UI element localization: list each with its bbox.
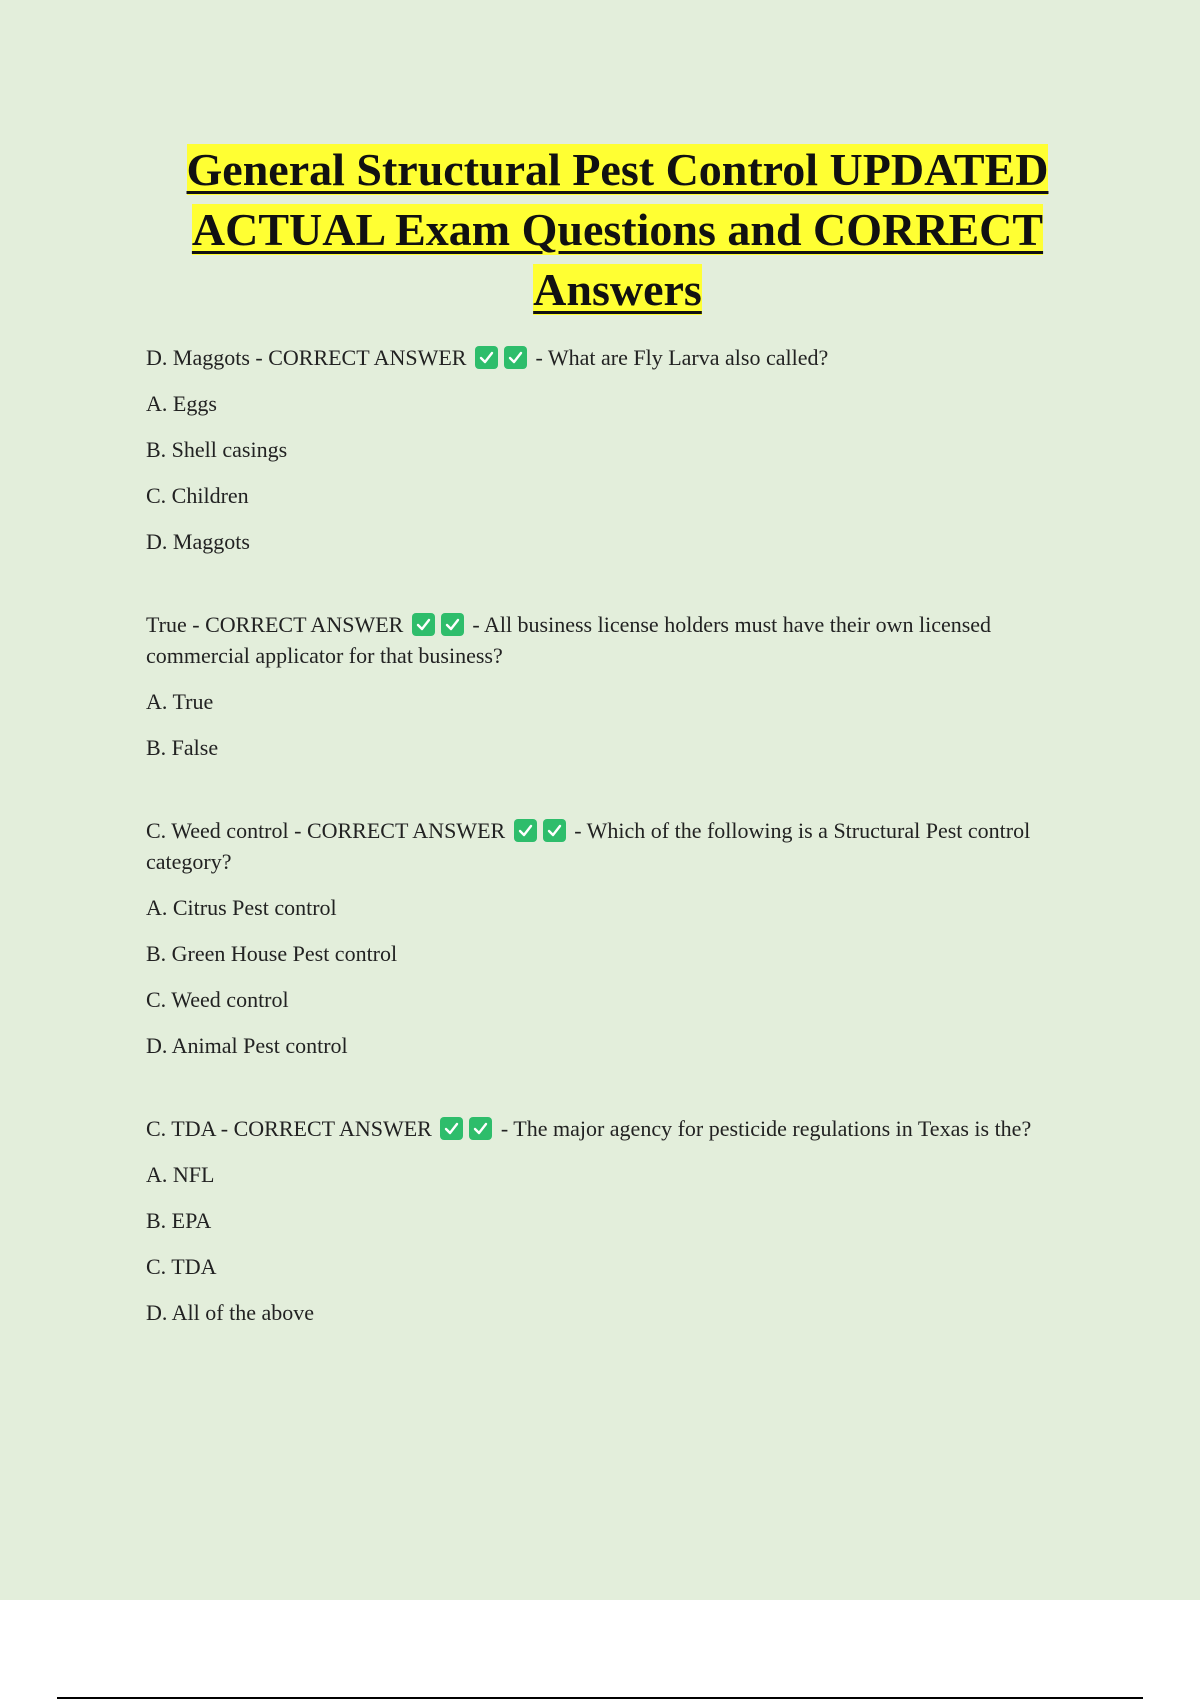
answer-option: A. Citrus Pest control (146, 895, 337, 920)
question-block (146, 342, 1076, 557)
question-block (146, 609, 1076, 763)
question-text: - The major agency for pesticide regulations in Texas is the? (500, 1116, 1032, 1141)
correct-answer-prefix: C. Weed control - CORRECT ANSWER (146, 818, 506, 843)
correct-answer-prefix: C. TDA - CORRECT ANSWER (146, 1116, 432, 1141)
answer-option: A. NFL (146, 1162, 215, 1187)
answer-option: B. Green House Pest control (146, 941, 398, 966)
correct-answer-prefix: D. Maggots - CORRECT ANSWER (146, 345, 467, 370)
answer-option: C. Weed control (146, 987, 289, 1012)
check-mark-icon (514, 819, 537, 842)
answer-option: C. Children (146, 483, 249, 508)
check-mark-icon (412, 613, 435, 636)
check-mark-icon (441, 613, 464, 636)
question-line (146, 1113, 1076, 1144)
title-line: Answers (533, 264, 702, 315)
answer-option: B. EPA (146, 1208, 212, 1233)
check-mark-icon (440, 1117, 463, 1140)
answer-option: A. Eggs (146, 391, 217, 416)
answer-option: B. Shell casings (146, 437, 288, 462)
title-line: ACTUAL Exam Questions and CORRECT (191, 204, 1044, 255)
check-mark-icon (475, 346, 498, 369)
question-block (146, 1113, 1076, 1328)
footer-divider (57, 1697, 1143, 1699)
answer-option: C. TDA (146, 1254, 217, 1279)
question-text: - What are Fly Larva also called? (535, 345, 829, 370)
question-text: - All business license holders must have their own licensed commercial applicator for that business? (146, 612, 992, 668)
questions-list (146, 342, 1076, 1380)
question-text: - Which of the following is a Structural Pest control category? (146, 818, 1031, 874)
answer-option: B. False (146, 735, 219, 760)
title-line: General Structural Pest Control UPDATED (186, 144, 1049, 195)
question-line (146, 342, 1076, 373)
correct-answer-prefix: True - CORRECT ANSWER (146, 612, 404, 637)
answer-option: D. Maggots (146, 529, 250, 554)
check-mark-icon (543, 819, 566, 842)
question-line (146, 815, 1076, 877)
document-title (140, 140, 1095, 320)
answer-option: D. All of the above (146, 1300, 315, 1325)
check-mark-icon (504, 346, 527, 369)
question-block (146, 815, 1076, 1061)
answer-option: D. Animal Pest control (146, 1033, 348, 1058)
check-mark-icon (469, 1117, 492, 1140)
question-line (146, 609, 1076, 671)
answer-option: A. True (146, 689, 214, 714)
